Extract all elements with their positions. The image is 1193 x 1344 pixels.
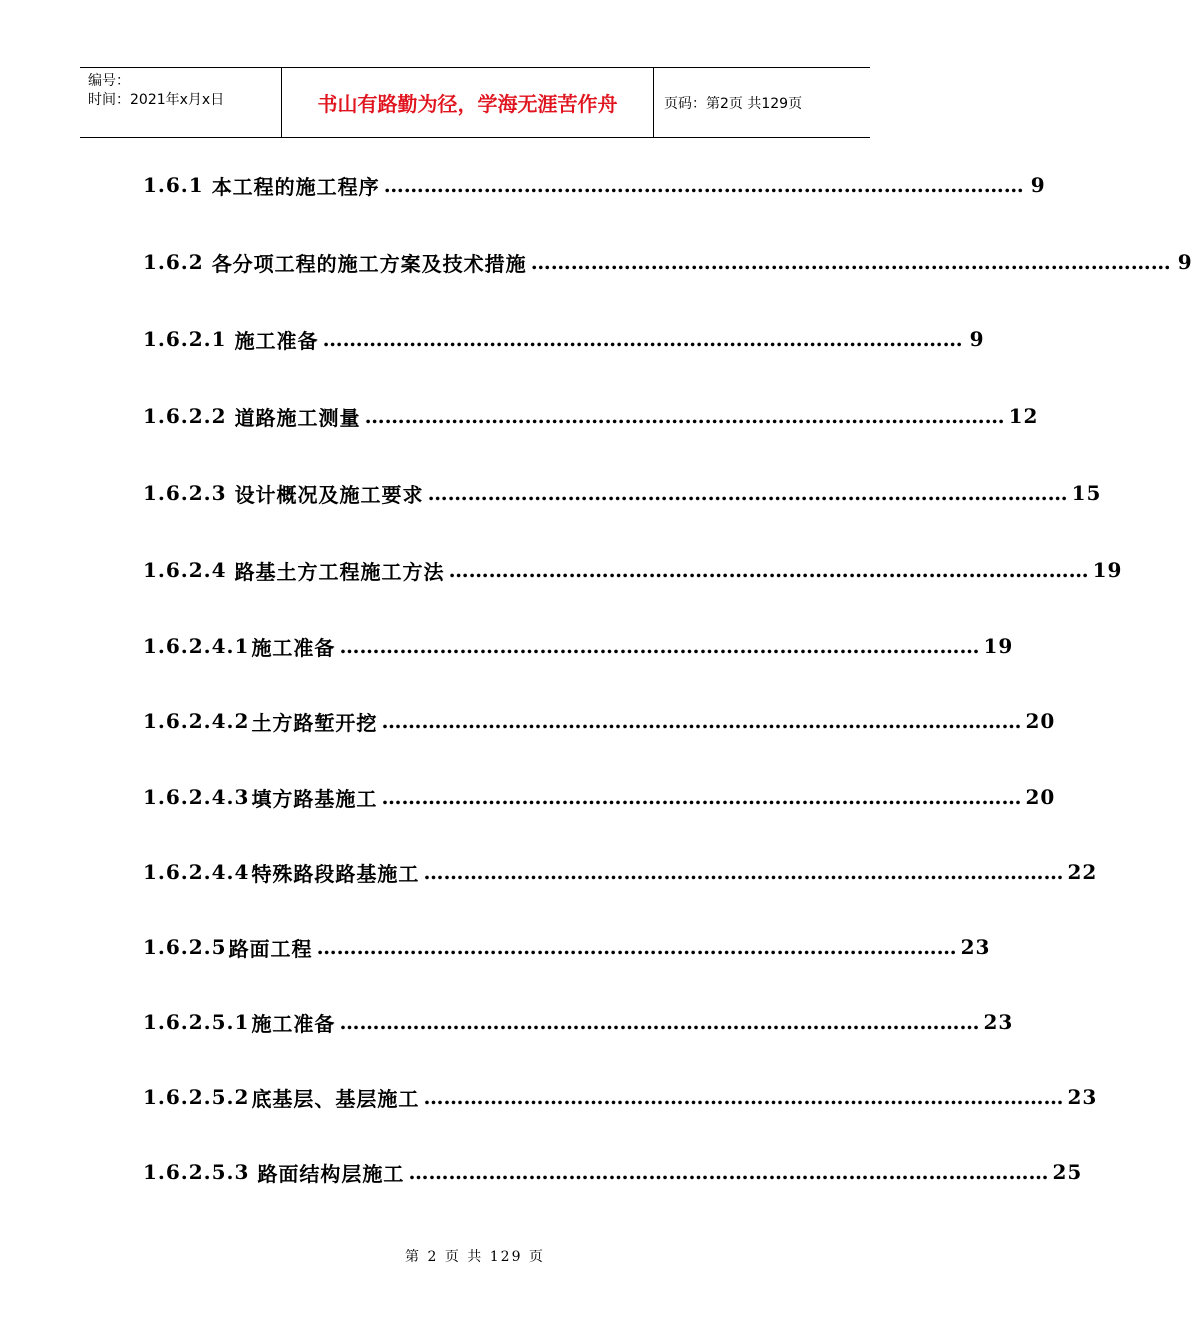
toc-title: 路基土方工程施工方法 bbox=[234, 559, 445, 584]
toc-title: 施工准备 bbox=[234, 328, 319, 353]
toc-entry[interactable] bbox=[143, 170, 1046, 200]
page-footer: 第 2 页 共 129 页 bbox=[405, 1249, 545, 1265]
toc-leader: …………………………………………………………………………………… bbox=[316, 935, 957, 959]
toc-page: 19 bbox=[983, 634, 1014, 658]
toc-page: 12 bbox=[1008, 404, 1039, 428]
toc-title: 道路施工测量 bbox=[234, 405, 361, 430]
toc-page: 9 bbox=[1030, 173, 1046, 197]
toc-page: 9 bbox=[969, 327, 985, 351]
toc-page: 22 bbox=[1067, 860, 1098, 884]
toc-number: 1.6.2.5.3 bbox=[143, 1160, 250, 1184]
toc-page: 23 bbox=[983, 1010, 1014, 1034]
toc-number: 1.6.2.5 bbox=[143, 935, 227, 959]
toc-page: 20 bbox=[1025, 709, 1056, 733]
toc-entry[interactable] bbox=[143, 1007, 1014, 1037]
toc-leader: …………………………………………………………………………………… bbox=[381, 785, 1022, 809]
page-header bbox=[80, 67, 870, 138]
number-label: 编号： bbox=[88, 73, 130, 89]
toc-title: 路面结构层施工 bbox=[257, 1161, 405, 1186]
toc-title: 底基层、基层施工 bbox=[251, 1086, 420, 1111]
time-label: 时间：2021年x月x日 bbox=[88, 92, 225, 108]
toc-number: 1.6.2.3 bbox=[143, 481, 227, 505]
toc-title: 路面工程 bbox=[228, 936, 313, 961]
header-page-info: 页码：第2页 共129页 bbox=[664, 95, 803, 112]
toc-page: 20 bbox=[1025, 785, 1056, 809]
toc-title: 填方路基施工 bbox=[251, 786, 378, 811]
toc-leader: …………………………………………………………………………………… bbox=[427, 481, 1068, 505]
toc-number: 1.6.2.4.4 bbox=[143, 860, 250, 884]
toc-number: 1.6.2.1 bbox=[143, 327, 227, 351]
toc-number: 1.6.2.5.1 bbox=[143, 1010, 250, 1034]
toc-leader: …………………………………………………………………………………… bbox=[364, 404, 1005, 428]
toc-number: 1.6.2.2 bbox=[143, 404, 227, 428]
toc-entry[interactable] bbox=[143, 932, 991, 962]
toc-leader: …………………………………………………………………………………… bbox=[408, 1160, 1049, 1184]
toc-leader: …………………………………………………………………………………… bbox=[383, 173, 1024, 197]
toc-page: 25 bbox=[1052, 1160, 1083, 1184]
toc-leader: …………………………………………………………………………………… bbox=[423, 1085, 1064, 1109]
toc-title: 设计概况及施工要求 bbox=[234, 482, 424, 507]
toc-page: 9 bbox=[1177, 250, 1193, 274]
toc-number: 1.6.2.5.2 bbox=[143, 1085, 250, 1109]
toc-leader: …………………………………………………………………………………… bbox=[423, 860, 1064, 884]
toc-number: 1.6.2.4.2 bbox=[143, 709, 250, 733]
toc-page: 15 bbox=[1071, 481, 1102, 505]
header-motto: 书山有路勤为径，学海无涯苦作舟 bbox=[282, 68, 654, 137]
toc-title: 各分项工程的施工方案及技术措施 bbox=[211, 251, 527, 276]
toc-entry[interactable] bbox=[143, 1157, 1083, 1187]
header-meta bbox=[80, 68, 282, 137]
toc-leader: …………………………………………………………………………………… bbox=[322, 327, 963, 351]
toc-number: 1.6.2 bbox=[143, 250, 204, 274]
toc-leader: …………………………………………………………………………………… bbox=[339, 1010, 980, 1034]
toc-page: 23 bbox=[960, 935, 991, 959]
toc-title: 土方路堑开挖 bbox=[251, 710, 378, 735]
toc-number: 1.6.2.4 bbox=[143, 558, 227, 582]
toc-number: 1.6.2.4.1 bbox=[143, 634, 250, 658]
toc-entry[interactable] bbox=[143, 401, 1039, 431]
toc-page: 19 bbox=[1092, 558, 1123, 582]
toc-entry[interactable] bbox=[143, 1082, 1098, 1112]
toc-number: 1.6.1 bbox=[143, 173, 204, 197]
toc-entry[interactable] bbox=[143, 782, 1056, 812]
toc-leader: …………………………………………………………………………………… bbox=[448, 558, 1089, 582]
toc-entry[interactable] bbox=[143, 857, 1098, 887]
toc-title: 施工准备 bbox=[251, 1011, 336, 1036]
toc-entry[interactable] bbox=[143, 706, 1056, 736]
toc-title: 特殊路段路基施工 bbox=[251, 861, 420, 886]
toc-entry[interactable] bbox=[143, 555, 1123, 585]
toc-title: 本工程的施工程序 bbox=[211, 174, 380, 199]
toc-leader: …………………………………………………………………………………… bbox=[339, 634, 980, 658]
toc-leader: …………………………………………………………………………………… bbox=[530, 250, 1171, 274]
toc-title: 施工准备 bbox=[251, 635, 336, 660]
toc-entry[interactable] bbox=[143, 478, 1102, 508]
toc-entry[interactable] bbox=[143, 324, 985, 354]
toc-leader: …………………………………………………………………………………… bbox=[381, 709, 1022, 733]
toc-number: 1.6.2.4.3 bbox=[143, 785, 250, 809]
toc-entry[interactable] bbox=[143, 247, 1193, 277]
toc-entry[interactable] bbox=[143, 631, 1014, 661]
toc-page: 23 bbox=[1067, 1085, 1098, 1109]
